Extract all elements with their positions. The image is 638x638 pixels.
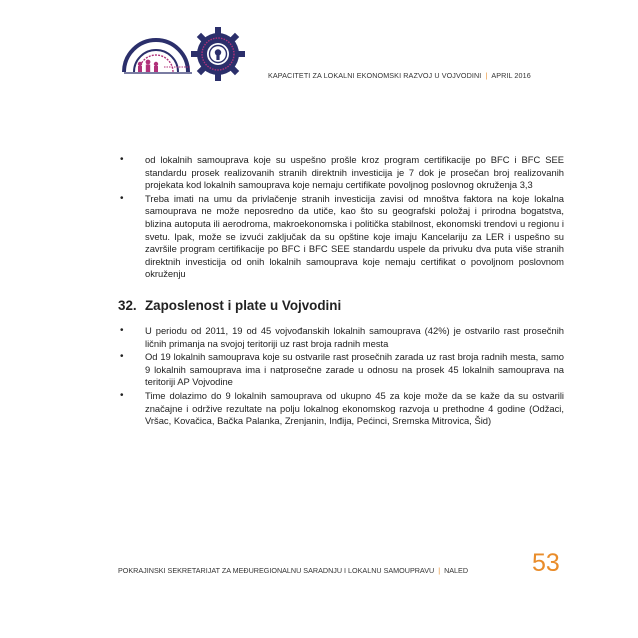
list-item: • U periodu od 2011, 19 od 45 vojvođanskih lokalnih samouprava (42%) je ostvarilo rast prosečnih ličnih primanja na svojoj teritoriji uz rast broja radnih mesta — [118, 325, 564, 350]
page-number: 53 — [532, 549, 560, 577]
logo — [118, 26, 250, 84]
list-item: • Time dolazimo do 9 lokalnih samouprava od ukupno 45 za koje može da se kaže da su ostvarili značajne i održive rezultate na polju lokalnog ekonomskog razvoja u prethodne 4 godine (Odžaci, Vršac, Kovačica, Bačka Palanka, Zrenjanin, Inđija, Pećinci, Sremska Mitrovica, Šid) — [118, 390, 564, 428]
list-item: • od lokalnih samouprava koje su uspešno prošle kroz program certifikacije po BFC i BFC SEE standardu prosek realizovanih stranih direktnih investicija je 7 dok je prosečan broj realizovanih projekata kod lokalnih samouprava koje nemaju certifikate povoljnog poslovnog okruženja 3,3 — [118, 154, 564, 192]
section-heading — [118, 298, 564, 313]
bullet-list-section — [118, 325, 564, 428]
footer-text: POKRAJINSKI SEKRETARIJAT ZA MEĐUREGIONALNU SARADNJU I LOKALNU SAMOUPRAVU — [118, 566, 435, 575]
section-title: Zaposlenost i plate u Vojvodini — [145, 297, 342, 313]
running-header — [268, 71, 568, 80]
header-date: APRIL 2016 — [491, 71, 531, 80]
footer-separator: | — [438, 566, 441, 575]
gear-logo-icon — [191, 27, 245, 81]
list-item: • Treba imati na umu da privlačenje stranih investicija zavisi od mnoštva faktora na koje lokalna samouprava ne može neposredno da utiče, kao što su geografski položaj i prirodna bogatstva, blizina autoputa ili aerodroma, makroekonomska i politička stabilnost, ekonomski trendovi u regionu i svetu. Ipak, može se izvući zaključak da su opštine koje imaju Kancelariju za LER i uspešno su završile program certifikacije po BFC i BFC SEE standardu uspele da privuku dva puta više stranih direktnih investicija od onih lokalnih samouprava koje nemaju certifikat o povoljnom poslovnom okruženju — [118, 193, 564, 281]
list-item: • Od 19 lokalnih samouprava koje su ostvarile rast prosečnih zarada uz rast broja radnih mesta, samo 9 lokalnih samouprava ima i natprosečne zarade u odnosu na prosek 45 lokalnih samouprava na teritoriji AP Vojvodine — [118, 351, 564, 389]
header-separator: | — [485, 71, 488, 80]
footer-org: NALED — [444, 566, 469, 575]
page-content — [118, 154, 564, 429]
running-footer — [118, 566, 468, 575]
header-title: KAPACITETI ZA LOKALNI EKONOMSKI RAZVOJ U VOJVODINI — [268, 71, 482, 80]
bullet-list-top — [118, 154, 564, 281]
section-number: 32. — [118, 297, 137, 313]
arch-people-logo-icon — [124, 40, 192, 73]
